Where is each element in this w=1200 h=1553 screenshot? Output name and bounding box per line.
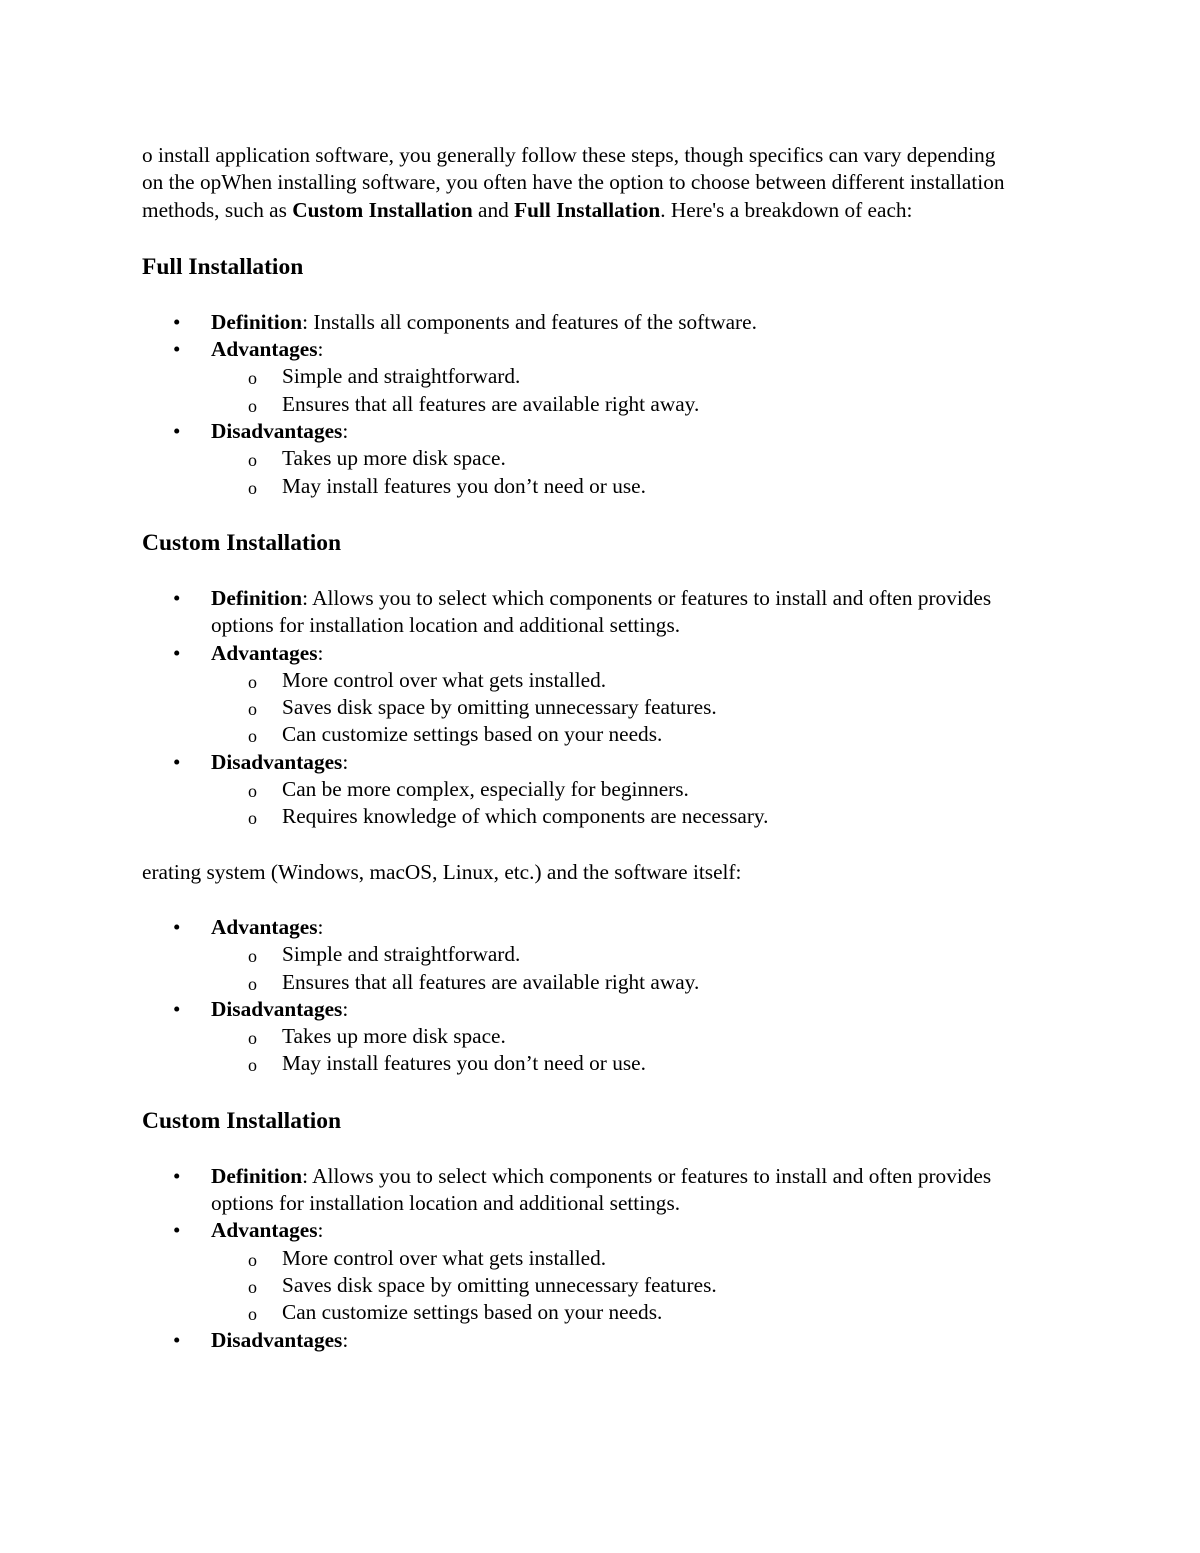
sub-list-item: o Saves disk space by omitting unnecessary features. (142, 1272, 1022, 1299)
section-heading-full-installation: Full Installation (142, 253, 304, 280)
sub-bullet-icon: o (248, 1028, 257, 1049)
sub-list-item: o Simple and straightforward. (142, 363, 1022, 390)
advantages-sublist (211, 363, 1022, 418)
sub-bullet-icon: o (248, 699, 257, 720)
custom-installation-list (142, 585, 1022, 831)
disadvantages-sublist (211, 776, 1022, 831)
sub-bullet-icon: o (248, 477, 257, 498)
list-item-disadvantages: • Disadvantages: (142, 1327, 1022, 1354)
sub-bullet-icon: o (248, 946, 257, 967)
full-installation-list (142, 309, 1022, 500)
bullet-icon: • (173, 309, 181, 334)
tail-paragraph: erating system (Windows, macOS, Linux, etc.) and the software itself: (142, 859, 742, 884)
bullet-icon: • (173, 640, 181, 665)
sub-list-item: o More control over what gets installed. (142, 1245, 1022, 1272)
bullet-icon: • (173, 585, 181, 610)
bullet-icon: • (173, 996, 181, 1021)
sub-list-item: o May install features you don’t need or use. (142, 1050, 1022, 1077)
document-body (142, 142, 1022, 1382)
disadvantages-sublist (211, 445, 1022, 500)
list-item-advantages: • Advantages: o More control over what gets installed. o Saves disk space by omitting unnecessary features. o Can customize settings based on your needs. (142, 1217, 1022, 1326)
sub-bullet-icon: o (248, 726, 257, 747)
sub-bullet-icon: o (248, 1304, 257, 1325)
list-item-advantages: • Advantages: o Simple and straightforward. o Ensures that all features are available right away. (142, 914, 1022, 996)
list-item-definition: • Definition: Installs all components and features of the software. (142, 309, 1022, 336)
list-item-definition: • Definition: Allows you to select which components or features to install and often provides options for installation location and additional settings. (173, 1163, 992, 1216)
list-item-disadvantages: • Disadvantages: o Takes up more disk space. o May install features you don’t need or use. (142, 996, 1022, 1078)
bullet-icon: • (173, 1327, 181, 1352)
bullet-icon: • (173, 1163, 181, 1188)
bullet-icon: • (173, 1218, 181, 1243)
custom-installation-list-2 (142, 1163, 1022, 1354)
bullet-icon: • (173, 914, 181, 939)
sub-list-item: o Ensures that all features are available right away. (142, 969, 1022, 996)
intro-text-1: o install application software, you generally follow these steps, though specifics can vary depending on the opWhen installing software, you often have the option to choose between different installation methods, such as (142, 143, 1005, 222)
advantages-sublist (211, 1245, 1022, 1327)
tail-list (142, 914, 1022, 1078)
list-item-disadvantages: • Disadvantages: o Takes up more disk space. o May install features you don’t need or use. (142, 418, 1022, 500)
sub-list-item: o Can customize settings based on your needs. (142, 1299, 1022, 1326)
sub-list-item: o More control over what gets installed. (142, 667, 1022, 694)
list-item-definition: • Definition: Allows you to select which components or features to install and often provides options for installation location and additional settings. (173, 585, 992, 638)
sub-bullet-icon: o (248, 671, 257, 692)
intro-text-3: . Here's a breakdown of each: (660, 197, 913, 222)
sub-bullet-icon: o (248, 808, 257, 829)
sub-bullet-icon: o (248, 1249, 257, 1270)
sub-bullet-icon: o (248, 368, 257, 389)
sub-list-item: o Simple and straightforward. (142, 941, 1022, 968)
intro-paragraph (142, 142, 1022, 224)
bullet-icon: • (173, 419, 181, 444)
sub-list-item: o Can customize settings based on your needs. (142, 721, 1022, 748)
sub-list-item: o Takes up more disk space. (142, 1023, 1022, 1050)
intro-bold-custom: Custom Installation (292, 197, 473, 222)
intro-bold-full: Full Installation (514, 197, 661, 222)
list-item-disadvantages: • Disadvantages: o Can be more complex, especially for beginners. o Requires knowledge of which components are necessary. (142, 749, 1022, 831)
sub-bullet-icon: o (248, 1276, 257, 1297)
bullet-icon: • (173, 749, 181, 774)
section-heading-custom-installation: Custom Installation (142, 529, 342, 556)
sub-list-item: o Can be more complex, especially for beginners. (142, 776, 1022, 803)
section-heading-custom-installation-2: Custom Installation (142, 1107, 342, 1134)
sub-list-item: o May install features you don’t need or use. (142, 473, 1022, 500)
list-item-advantages: • Advantages: o Simple and straightforward. o Ensures that all features are available right away. (142, 336, 1022, 418)
sub-bullet-icon: o (248, 395, 257, 416)
sub-list-item: o Takes up more disk space. (142, 445, 1022, 472)
list-item-advantages: • Advantages: o More control over what gets installed. o Saves disk space by omitting unnecessary features. o Can customize settings based on your needs. (142, 640, 1022, 749)
bullet-icon: • (173, 337, 181, 362)
advantages-sublist (211, 941, 1022, 996)
sub-bullet-icon: o (248, 1055, 257, 1076)
sub-bullet-icon: o (248, 450, 257, 471)
advantages-sublist (211, 667, 1022, 749)
sub-list-item: o Saves disk space by omitting unnecessary features. (142, 694, 1022, 721)
sub-bullet-icon: o (248, 973, 257, 994)
sub-list-item: o Requires knowledge of which components are necessary. (142, 803, 1022, 830)
intro-text-2: and (472, 197, 515, 222)
disadvantages-sublist (211, 1023, 1022, 1078)
sub-list-item: o Ensures that all features are available right away. (142, 391, 1022, 418)
sub-bullet-icon: o (248, 781, 257, 802)
